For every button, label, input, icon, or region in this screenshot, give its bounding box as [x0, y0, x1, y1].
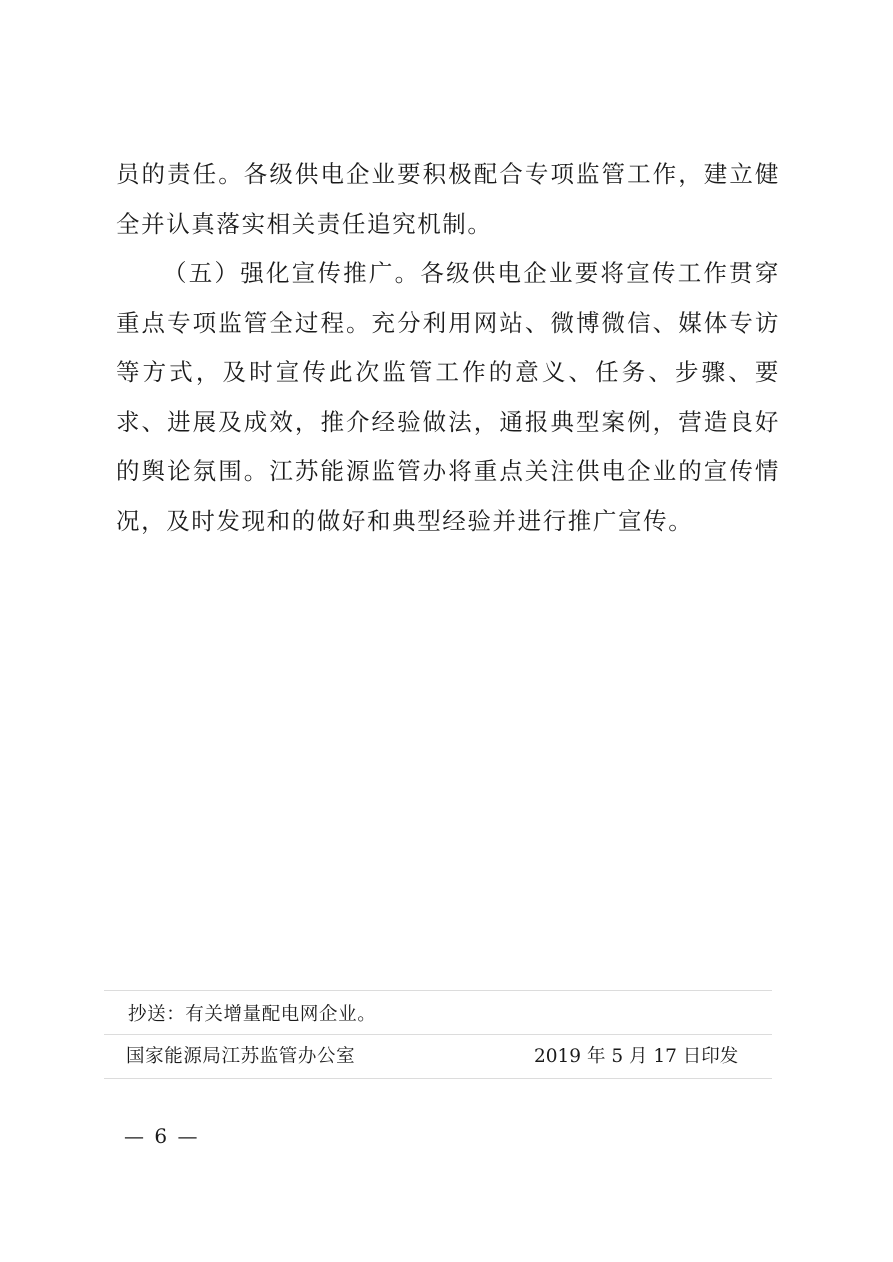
footer-bottom-rule [104, 1078, 772, 1079]
footer-top-rule [104, 990, 772, 991]
cc-recipients: 抄送：有关增量配电网企业。 [128, 1004, 377, 1025]
issue-date: 2019 年 5 月 17 日印发 [534, 1046, 739, 1067]
document-body [116, 150, 780, 546]
footer-middle-rule [104, 1034, 772, 1035]
page-number: — 6 — [124, 1124, 200, 1148]
body-paragraph-2: （五）强化宣传推广。各级供电企业要将宣传工作贯穿重点专项监管全过程。充分利用网站、微博微信、媒体专访等方式，及时宣传此次监管工作的意义、任务、步骤、要求、进展及成效，推介经验做法，通报典型案例，营造良好的舆论氛围。江苏能源监管办将重点关注供电企业的宣传情况，及时发现和的做好和典型经验并进行推广宣传。 [116, 259, 780, 535]
distribution-footer [104, 990, 772, 1080]
issuing-office: 国家能源局江苏监管办公室 [126, 1046, 356, 1067]
body-paragraph-1: 员的责任。各级供电企业要积极配合专项监管工作，建立健全并认真落实相关责任追究机制。 [116, 160, 780, 238]
